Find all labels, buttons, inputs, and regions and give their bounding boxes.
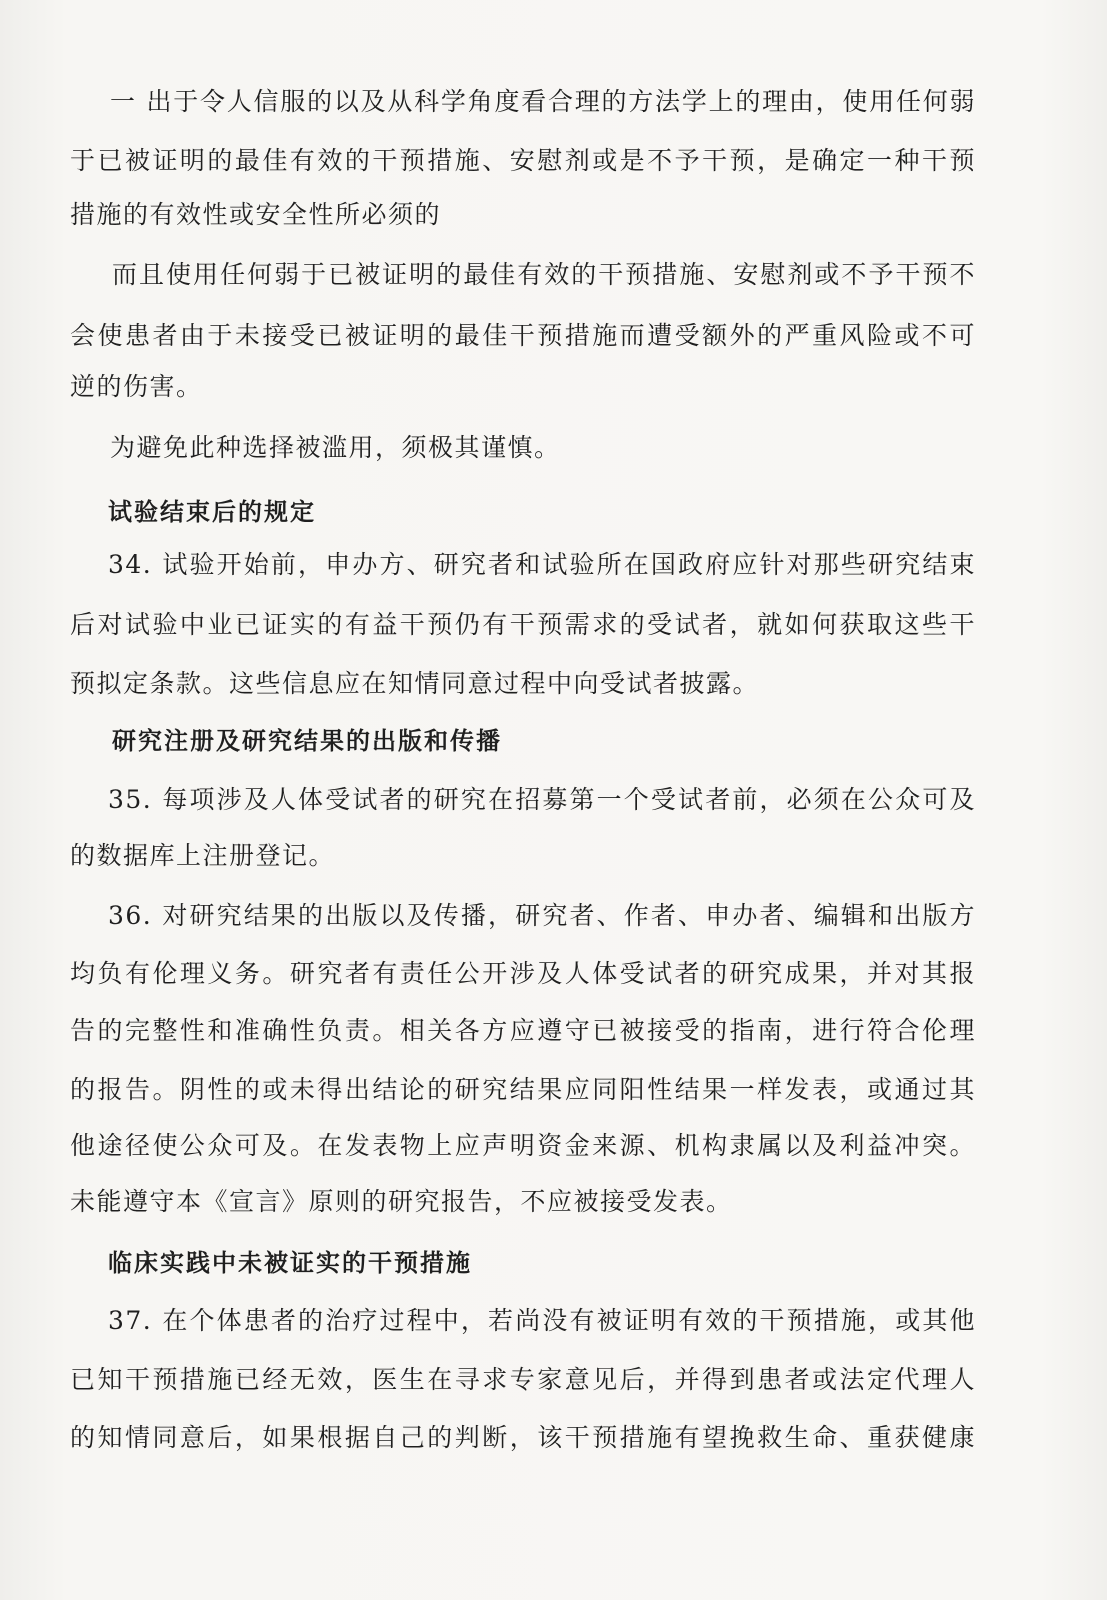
paragraph-34-line-3: 预拟定条款。这些信息应在知情同意过程中向受试者披露。	[70, 669, 760, 698]
paragraph-35-line-1: 35. 每项涉及人体受试者的研究在招募第一个受试者前，必须在公众可及	[108, 785, 976, 814]
paragraph-2-line-2: 会使患者由于未接受已被证明的最佳干预措施而遭受额外的严重风险或不可	[70, 321, 976, 350]
paragraph-1-line-1: 一 出于令人信服的以及从科学角度看合理的方法学上的理由，使用任何弱	[110, 87, 976, 116]
paragraph-35-line-2: 的数据库上注册登记。	[70, 841, 336, 870]
paragraph-34-line-1: 34. 试验开始前，申办方、研究者和试验所在国政府应针对那些研究结束	[108, 550, 976, 579]
paragraph-36-line-6: 未能遵守本《宣言》原则的研究报告，不应被接受发表。	[70, 1187, 733, 1216]
section-heading-post-trial: 试验结束后的规定	[108, 498, 316, 526]
paragraph-1-line-3: 措施的有效性或安全性所必须的	[70, 200, 442, 229]
paragraph-36-line-2: 均负有伦理义务。研究者有责任公开涉及人体受试者的研究成果，并对其报	[70, 959, 976, 988]
section-heading-registration: 研究注册及研究结果的出版和传播	[112, 727, 502, 755]
paragraph-36-line-3: 告的完整性和准确性负责。相关各方应遵守已被接受的指南，进行符合伦理	[70, 1016, 976, 1045]
paragraph-36-line-4: 的报告。阴性的或未得出结论的研究结果应同阳性结果一样发表，或通过其	[70, 1075, 976, 1104]
paragraph-2-line-1: 而且使用任何弱于已被证明的最佳有效的干预措施、安慰剂或不予干预不	[112, 260, 976, 289]
paragraph-37-line-1: 37. 在个体患者的治疗过程中，若尚没有被证明有效的干预措施，或其他	[108, 1306, 976, 1335]
paragraph-1-line-2: 于已被证明的最佳有效的干预措施、安慰剂或是不予干预，是确定一种干预	[70, 146, 976, 175]
paragraph-36-line-5: 他途径使公众可及。在发表物上应声明资金来源、机构隶属以及利益冲突。	[70, 1131, 976, 1160]
paragraph-34-line-2: 后对试验中业已证实的有益干预仍有干预需求的受试者，就如何获取这些干	[70, 610, 976, 639]
section-heading-unproven-interventions: 临床实践中未被证实的干预措施	[108, 1249, 472, 1277]
paragraph-2-line-3: 逆的伤害。	[70, 372, 203, 401]
paragraph-37-line-3: 的知情同意后，如果根据自己的判断，该干预措施有望挽救生命、重获健康	[70, 1423, 976, 1452]
paragraph-37-line-2: 已知干预措施已经无效，医生在寻求专家意见后，并得到患者或法定代理人	[70, 1365, 976, 1394]
paragraph-36-line-1: 36. 对研究结果的出版以及传播，研究者、作者、申办者、编辑和出版方	[108, 901, 976, 930]
paragraph-3-line-1: 为避免此种选择被滥用，须极其谨慎。	[110, 433, 561, 462]
